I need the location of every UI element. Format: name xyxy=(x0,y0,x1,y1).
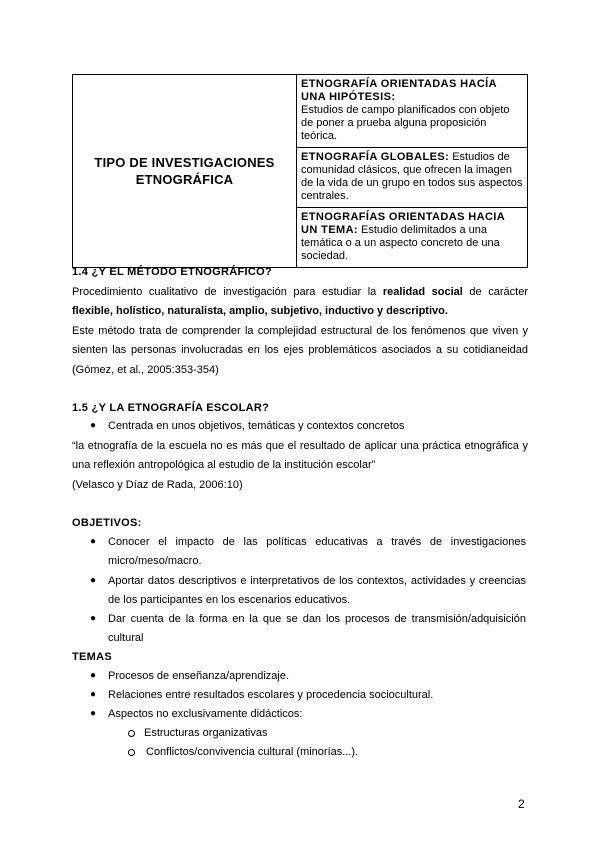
circle-bullet-icon xyxy=(128,749,135,756)
table-cell-title: ETNOGRAFÍAS ORIENTADAS HACIA UN TEMA: xyxy=(301,211,505,236)
sub-list-item: Estructuras organizativas xyxy=(144,727,268,739)
paragraph-line-bold: flexible, holístico, naturalista, amplio, subjetivo, inductivo y descriptivo. xyxy=(72,305,448,317)
list-item: Relaciones entre resultados escolares y procedencia sociocultural. xyxy=(108,689,434,701)
bullet-icon: ● xyxy=(90,536,97,547)
list-item-continuation: micro/meso/macro. xyxy=(108,555,202,567)
paragraph-line xyxy=(72,285,528,299)
citation: (Velasco y Díaz de Rada, 2006:10) xyxy=(72,479,243,491)
paragraph-line: Este método trata de comprender la complejidad estructural de los fenómenos que viven y xyxy=(72,325,528,337)
text-segment: de carácter xyxy=(462,286,528,298)
circle-bullet-icon xyxy=(128,730,135,737)
quote-line: “la etnografía de la escuela no es más que el resultado de aplicar una práctica etnográfica y xyxy=(72,440,528,452)
table-cell-hipotesis xyxy=(297,75,528,148)
bullet-icon: ● xyxy=(90,708,97,719)
list-item-continuation: cultural xyxy=(108,632,144,644)
table-left-title: TIPO DE INVESTIGACIONES ETNOGRÁFICA xyxy=(73,75,297,268)
section-heading-objetivos: OBJETIVOS: xyxy=(72,517,142,529)
list-item: Dar cuenta de la forma en la que se dan los procesos de transmisión/adquisición xyxy=(108,613,526,625)
quote-line: una reflexión antropológica al estudio de la institución escolar” xyxy=(72,459,376,471)
list-item: Aportar datos descriptivos e interpretativos de los contextos, actividades y creencias xyxy=(108,575,526,587)
list-item: Aspectos no exclusivamente didácticos: xyxy=(108,708,303,720)
bullet-icon: ● xyxy=(90,420,97,431)
bullet-icon: ● xyxy=(90,670,97,681)
table-cell-text: Estudios de comunidad clásicos, que ofrecen la imagen de la vida de un grupo en todos sus aspectos centrales. xyxy=(301,151,523,202)
text-bold-segment: realidad social xyxy=(382,286,463,298)
table-cell-title: ETNOGRAFÍA ORIENTADAS HACÍA UNA HIPÓTESIS: xyxy=(301,78,497,103)
section-heading-metodo: 1.4 ¿Y EL MÉTODO ETNOGRÁFICO? xyxy=(72,266,273,278)
table-cell-text: Estudios de campo planificados con objeto de poner a prueba alguna proposición teórica. xyxy=(301,104,510,142)
table-cell-text: Estudio delimitados a una temática o a un aspecto concreto de una sociedad. xyxy=(301,224,500,262)
table-cell-tema xyxy=(297,208,528,268)
table-cell-title: ETNOGRAFÍA GLOBALES: xyxy=(301,151,450,163)
section-heading-temas: TEMAS xyxy=(72,651,112,663)
sub-list-item: Conflictos/convivencia cultural (minorías...). xyxy=(146,746,359,758)
bullet-icon: ● xyxy=(90,575,97,586)
section-heading-escolar: 1.5 ¿Y LA ETNOGRAFÍA ESCOLAR? xyxy=(72,402,270,414)
table-cell-globales xyxy=(297,148,528,208)
text-segment: Procedimiento cualitativo de investigación para estudiar la xyxy=(72,286,383,298)
list-item: Procesos de enseñanza/aprendizaje. xyxy=(108,670,290,682)
citation: (Gómez, et al., 2005:353-354) xyxy=(72,364,219,376)
list-item: Conocer el impacto de las políticas educativas a través de investigaciones xyxy=(108,536,526,548)
bullet-icon: ● xyxy=(90,613,97,624)
list-item-continuation: de los participantes en los escenarios educativos. xyxy=(108,594,351,606)
page-number: 2 xyxy=(518,797,525,811)
bullet-icon: ● xyxy=(90,689,97,700)
etnografia-types-table xyxy=(72,74,528,268)
paragraph-line: sienten las personas involucradas en los ejes problemáticos asociados a su cotidianeidad xyxy=(72,344,528,356)
list-item: Centrada en unos objetivos, temáticas y contextos concretos xyxy=(108,420,405,432)
